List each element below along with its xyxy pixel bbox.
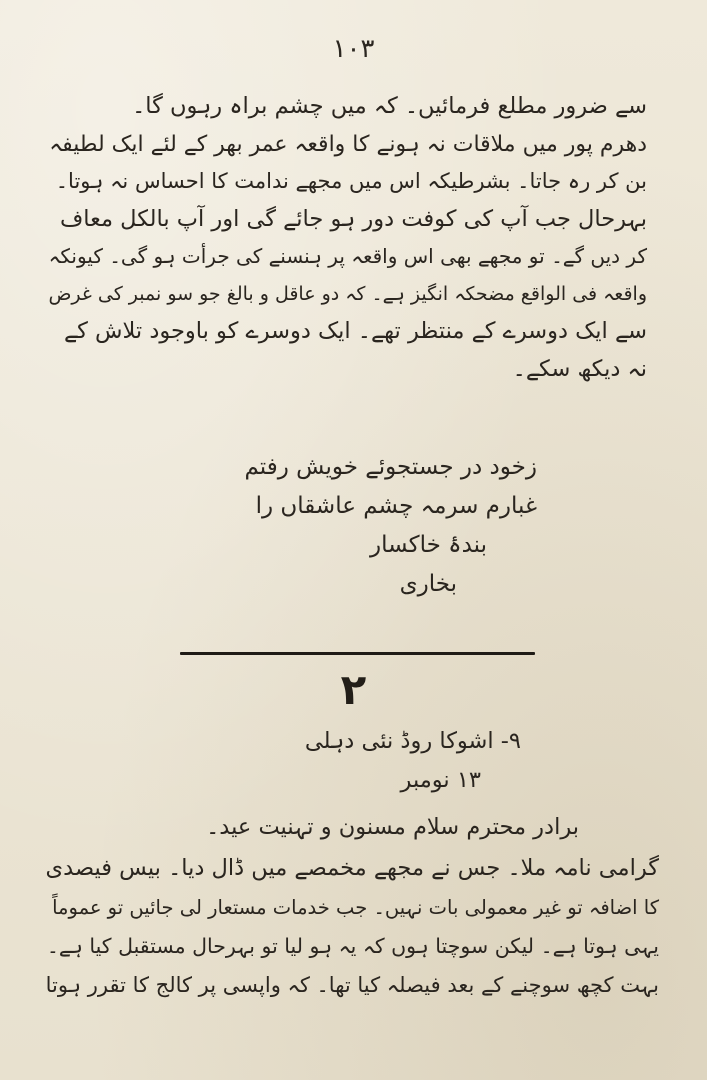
- paragraph-2: [39, 849, 659, 1005]
- letter-address: [261, 722, 521, 800]
- verse-line-1: زخود در جستجوئے خویش رفتم: [244, 454, 537, 480]
- letter-number: ۲: [340, 665, 367, 714]
- section-divider: [180, 652, 535, 655]
- text-line: یہی ہوتا ہے۔ لیکن سوچتا ہوں کہ یہ ہو لیا تو بہرحال مستقبل کیا ہے۔: [46, 934, 659, 958]
- text-line: کر دیں گے۔ تو مجھے بھی اس واقعہ پر ہنسنے کی جرأت ہو گی۔ کیونکہ: [48, 244, 647, 268]
- page-number: ١٠٣: [332, 34, 375, 64]
- signature-name: بخاری: [399, 571, 457, 597]
- address-street: ۹- اشوکا روڈ نئی دہلی: [304, 728, 521, 754]
- verse-block: [197, 448, 537, 604]
- letter-date: ۱۳ نومبر: [400, 767, 481, 793]
- text-line: بہت کچھ سوچنے کے بعد فیصلہ کیا تھا۔ کہ واپسی پر کالج کا تقرر ہوتا: [45, 973, 659, 997]
- paragraph-1: [47, 88, 647, 388]
- verse-line-2: غبارم سرمہ چشم عاشقاں را: [255, 493, 537, 519]
- letter-greeting: [119, 808, 579, 846]
- signature-closing: بندۂ خاکسار: [369, 532, 487, 558]
- text-line: سے ایک دوسرے کے منتظر تھے۔ ایک دوسرے کو باوجود تلاش کے: [63, 318, 647, 344]
- greeting-line: برادر محترم سلام مسنون و تہنیت عید۔: [206, 814, 579, 840]
- text-line: بہرحال جب آپ کی کوفت دور ہو جائے گی اور آپ بالکل معاف: [59, 205, 647, 232]
- text-line: دھرم پور میں ملاقات نہ ہونے کا واقعہ عمر بھر کے لئے ایک لطیفہ: [49, 131, 647, 157]
- text-line: گرامی نامہ ملا۔ جس نے مجھے مخمصے میں ڈال دیا۔ بیس فیصدی: [45, 855, 659, 881]
- text-line: نہ دیکھ سکے۔: [512, 355, 647, 382]
- text-line: کا اضافہ تو غیر معمولی بات نہیں۔ جب خدمات مستعار لی جائیں تو عموماً: [52, 896, 659, 919]
- text-line: بن کر رہ جاتا۔ بشرطیکہ اس میں مجھے ندامت کا احساس نہ ہوتا۔: [55, 169, 647, 193]
- text-line: سے ضرور مطلع فرمائیں۔ کہ میں چشم براہ رہوں گا۔: [132, 93, 647, 119]
- text-line: واقعہ فی الواقع مضحکہ انگیز ہے۔ کہ دو عاقل و بالغ جو سو نمبر کی غرض: [48, 282, 647, 305]
